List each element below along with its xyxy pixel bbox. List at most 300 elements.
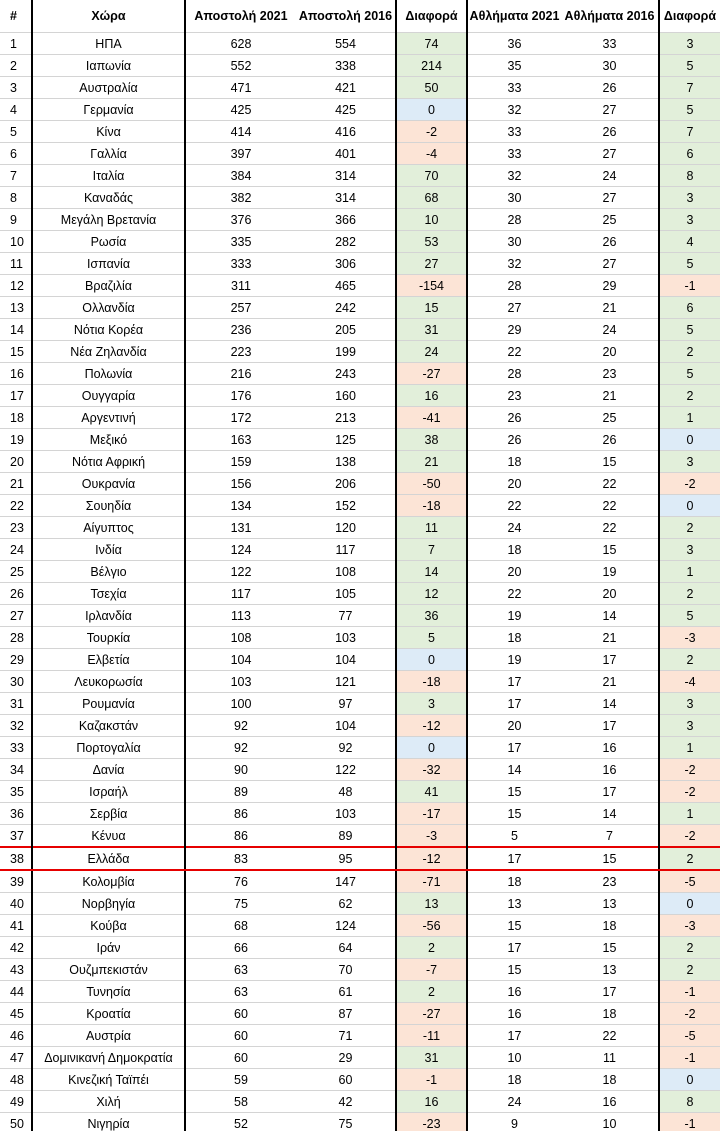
cell-team-2021: 60 bbox=[185, 1003, 296, 1025]
cell-team-diff: 214 bbox=[396, 55, 467, 77]
cell-country: Σερβία bbox=[32, 803, 185, 825]
cell-sports-2016: 30 bbox=[561, 55, 659, 77]
cell-team-2016: 152 bbox=[296, 495, 396, 517]
cell-sports-diff: 5 bbox=[659, 253, 720, 275]
cell-country: Βραζιλία bbox=[32, 275, 185, 297]
cell-team-2016: 282 bbox=[296, 231, 396, 253]
table-row bbox=[0, 1091, 720, 1113]
cell-country: Αυστρία bbox=[32, 1025, 185, 1047]
cell-country: Τουρκία bbox=[32, 627, 185, 649]
cell-sports-2021: 33 bbox=[467, 143, 561, 165]
cell-team-2021: 59 bbox=[185, 1069, 296, 1091]
cell-sports-diff: -1 bbox=[659, 981, 720, 1003]
header-country: Χώρα bbox=[32, 0, 185, 33]
table-row bbox=[0, 187, 720, 209]
cell-country: Ισπανία bbox=[32, 253, 185, 275]
cell-sports-2016: 18 bbox=[561, 915, 659, 937]
cell-team-diff: 0 bbox=[396, 737, 467, 759]
cell-team-2016: 366 bbox=[296, 209, 396, 231]
cell-team-2016: 104 bbox=[296, 649, 396, 671]
cell-team-2016: 242 bbox=[296, 297, 396, 319]
cell-country: Ουζμπεκιστάν bbox=[32, 959, 185, 981]
cell-sports-2021: 18 bbox=[467, 539, 561, 561]
table-row bbox=[0, 517, 720, 539]
cell-sports-diff: 1 bbox=[659, 737, 720, 759]
cell-team-diff: 0 bbox=[396, 649, 467, 671]
cell-sports-2016: 24 bbox=[561, 319, 659, 341]
cell-sports-diff: 3 bbox=[659, 693, 720, 715]
cell-sports-2016: 17 bbox=[561, 715, 659, 737]
table-row bbox=[0, 737, 720, 759]
cell-sports-2021: 14 bbox=[467, 759, 561, 781]
cell-rank: 5 bbox=[0, 121, 32, 143]
cell-team-2016: 199 bbox=[296, 341, 396, 363]
cell-team-2016: 147 bbox=[296, 870, 396, 893]
cell-team-2021: 384 bbox=[185, 165, 296, 187]
header-sports-2021: Αθλήματα 2021 bbox=[467, 0, 561, 33]
cell-sports-2021: 20 bbox=[467, 715, 561, 737]
table-row bbox=[0, 1113, 720, 1131]
cell-sports-2016: 27 bbox=[561, 187, 659, 209]
table-row bbox=[0, 671, 720, 693]
cell-team-2021: 176 bbox=[185, 385, 296, 407]
cell-team-2021: 159 bbox=[185, 451, 296, 473]
cell-team-2021: 92 bbox=[185, 715, 296, 737]
cell-sports-2021: 16 bbox=[467, 981, 561, 1003]
cell-rank: 24 bbox=[0, 539, 32, 561]
cell-team-2016: 60 bbox=[296, 1069, 396, 1091]
cell-sports-2016: 22 bbox=[561, 1025, 659, 1047]
table-row bbox=[0, 803, 720, 825]
cell-sports-diff: 3 bbox=[659, 33, 720, 55]
cell-rank: 32 bbox=[0, 715, 32, 737]
table-row bbox=[0, 363, 720, 385]
table-row bbox=[0, 627, 720, 649]
cell-team-2016: 95 bbox=[296, 847, 396, 870]
cell-team-diff: 31 bbox=[396, 1047, 467, 1069]
cell-sports-diff: 3 bbox=[659, 539, 720, 561]
cell-sports-diff: 5 bbox=[659, 363, 720, 385]
table-row bbox=[0, 297, 720, 319]
cell-sports-diff: 6 bbox=[659, 297, 720, 319]
cell-team-2021: 86 bbox=[185, 825, 296, 848]
cell-sports-2021: 26 bbox=[467, 407, 561, 429]
cell-country: Τυνησία bbox=[32, 981, 185, 1003]
cell-sports-2021: 23 bbox=[467, 385, 561, 407]
cell-sports-2021: 22 bbox=[467, 583, 561, 605]
cell-sports-2016: 22 bbox=[561, 473, 659, 495]
cell-team-diff: -27 bbox=[396, 363, 467, 385]
table-row bbox=[0, 143, 720, 165]
cell-sports-2021: 28 bbox=[467, 363, 561, 385]
cell-team-2016: 243 bbox=[296, 363, 396, 385]
cell-sports-2021: 20 bbox=[467, 473, 561, 495]
cell-team-diff: -1 bbox=[396, 1069, 467, 1091]
cell-team-2016: 206 bbox=[296, 473, 396, 495]
cell-team-2021: 376 bbox=[185, 209, 296, 231]
cell-team-diff: -12 bbox=[396, 847, 467, 870]
cell-rank: 18 bbox=[0, 407, 32, 429]
cell-country: Κροατία bbox=[32, 1003, 185, 1025]
cell-sports-2021: 22 bbox=[467, 341, 561, 363]
cell-country: Μεγάλη Βρετανία bbox=[32, 209, 185, 231]
table-row bbox=[0, 451, 720, 473]
cell-country: Κινεζική Ταϊπέι bbox=[32, 1069, 185, 1091]
cell-sports-2016: 29 bbox=[561, 275, 659, 297]
cell-team-diff: -23 bbox=[396, 1113, 467, 1131]
cell-sports-diff: 2 bbox=[659, 649, 720, 671]
cell-country: Γερμανία bbox=[32, 99, 185, 121]
cell-team-2021: 83 bbox=[185, 847, 296, 870]
cell-team-diff: 3 bbox=[396, 693, 467, 715]
cell-team-2021: 223 bbox=[185, 341, 296, 363]
cell-sports-2016: 18 bbox=[561, 1069, 659, 1091]
cell-team-2021: 122 bbox=[185, 561, 296, 583]
cell-team-2016: 421 bbox=[296, 77, 396, 99]
cell-rank: 42 bbox=[0, 937, 32, 959]
cell-sports-diff: 5 bbox=[659, 605, 720, 627]
cell-sports-2016: 21 bbox=[561, 671, 659, 693]
cell-sports-2016: 17 bbox=[561, 649, 659, 671]
cell-sports-2021: 32 bbox=[467, 253, 561, 275]
table-row bbox=[0, 99, 720, 121]
cell-team-2016: 125 bbox=[296, 429, 396, 451]
cell-team-2016: 103 bbox=[296, 627, 396, 649]
cell-sports-diff: 3 bbox=[659, 715, 720, 737]
cell-sports-2021: 33 bbox=[467, 121, 561, 143]
table-row bbox=[0, 715, 720, 737]
cell-sports-2021: 15 bbox=[467, 803, 561, 825]
cell-sports-2021: 24 bbox=[467, 517, 561, 539]
cell-sports-diff: -4 bbox=[659, 671, 720, 693]
cell-rank: 28 bbox=[0, 627, 32, 649]
cell-country: Νέα Ζηλανδία bbox=[32, 341, 185, 363]
cell-sports-diff: 0 bbox=[659, 1069, 720, 1091]
cell-country: Κούβα bbox=[32, 915, 185, 937]
cell-country: Νορβηγία bbox=[32, 893, 185, 915]
cell-country: Ιρλανδία bbox=[32, 605, 185, 627]
cell-rank: 31 bbox=[0, 693, 32, 715]
table-row bbox=[0, 429, 720, 451]
cell-team-diff: -2 bbox=[396, 121, 467, 143]
cell-team-2016: 87 bbox=[296, 1003, 396, 1025]
cell-team-diff: -18 bbox=[396, 671, 467, 693]
cell-rank: 16 bbox=[0, 363, 32, 385]
cell-team-2016: 465 bbox=[296, 275, 396, 297]
cell-sports-2016: 14 bbox=[561, 605, 659, 627]
table-row bbox=[0, 1069, 720, 1091]
cell-rank: 3 bbox=[0, 77, 32, 99]
cell-sports-diff: -5 bbox=[659, 870, 720, 893]
cell-team-diff: 13 bbox=[396, 893, 467, 915]
cell-team-diff: 2 bbox=[396, 937, 467, 959]
cell-sports-2021: 27 bbox=[467, 297, 561, 319]
cell-sports-2021: 18 bbox=[467, 451, 561, 473]
cell-team-2021: 628 bbox=[185, 33, 296, 55]
cell-team-2016: 121 bbox=[296, 671, 396, 693]
cell-team-diff: 68 bbox=[396, 187, 467, 209]
cell-team-2021: 68 bbox=[185, 915, 296, 937]
cell-rank: 13 bbox=[0, 297, 32, 319]
header-team-2021: Αποστολή 2021 bbox=[185, 0, 296, 33]
cell-sports-2021: 18 bbox=[467, 1069, 561, 1091]
header-sports-2016: Αθλήματα 2016 bbox=[561, 0, 659, 33]
cell-team-2021: 75 bbox=[185, 893, 296, 915]
cell-rank: 38 bbox=[0, 847, 32, 870]
cell-sports-2016: 20 bbox=[561, 583, 659, 605]
cell-team-2021: 335 bbox=[185, 231, 296, 253]
cell-rank: 1 bbox=[0, 33, 32, 55]
cell-rank: 37 bbox=[0, 825, 32, 848]
cell-team-2021: 108 bbox=[185, 627, 296, 649]
cell-country: Ιταλία bbox=[32, 165, 185, 187]
cell-sports-2016: 33 bbox=[561, 33, 659, 55]
cell-sports-diff: -2 bbox=[659, 825, 720, 848]
cell-team-diff: 38 bbox=[396, 429, 467, 451]
cell-team-diff: 31 bbox=[396, 319, 467, 341]
cell-team-2016: 108 bbox=[296, 561, 396, 583]
cell-sports-2016: 13 bbox=[561, 959, 659, 981]
cell-rank: 6 bbox=[0, 143, 32, 165]
cell-sports-2016: 15 bbox=[561, 451, 659, 473]
cell-sports-2021: 36 bbox=[467, 33, 561, 55]
cell-rank: 34 bbox=[0, 759, 32, 781]
cell-sports-2021: 29 bbox=[467, 319, 561, 341]
table-row bbox=[0, 915, 720, 937]
cell-sports-2016: 27 bbox=[561, 143, 659, 165]
cell-sports-2021: 17 bbox=[467, 937, 561, 959]
cell-country: Αίγυπτος bbox=[32, 517, 185, 539]
cell-sports-2021: 18 bbox=[467, 627, 561, 649]
cell-sports-2021: 13 bbox=[467, 893, 561, 915]
cell-sports-2021: 32 bbox=[467, 99, 561, 121]
cell-country: Ουγγαρία bbox=[32, 385, 185, 407]
cell-team-2016: 160 bbox=[296, 385, 396, 407]
cell-sports-diff: 0 bbox=[659, 429, 720, 451]
cell-team-diff: -71 bbox=[396, 870, 467, 893]
header-row bbox=[0, 0, 720, 33]
table-row bbox=[0, 649, 720, 671]
cell-team-2016: 61 bbox=[296, 981, 396, 1003]
table-row bbox=[0, 55, 720, 77]
cell-country: Αυστραλία bbox=[32, 77, 185, 99]
cell-team-2016: 314 bbox=[296, 165, 396, 187]
cell-rank: 44 bbox=[0, 981, 32, 1003]
cell-sports-diff: -3 bbox=[659, 627, 720, 649]
cell-sports-diff: 6 bbox=[659, 143, 720, 165]
cell-sports-2016: 25 bbox=[561, 407, 659, 429]
cell-country: ΗΠΑ bbox=[32, 33, 185, 55]
cell-team-2021: 156 bbox=[185, 473, 296, 495]
cell-team-diff: 53 bbox=[396, 231, 467, 253]
cell-team-2016: 103 bbox=[296, 803, 396, 825]
table-row bbox=[0, 605, 720, 627]
cell-sports-diff: -3 bbox=[659, 915, 720, 937]
cell-sports-2016: 17 bbox=[561, 781, 659, 803]
table-row bbox=[0, 825, 720, 848]
cell-sports-diff: -1 bbox=[659, 275, 720, 297]
cell-country: Νότια Κορέα bbox=[32, 319, 185, 341]
cell-team-diff: 12 bbox=[396, 583, 467, 605]
cell-team-2016: 314 bbox=[296, 187, 396, 209]
cell-sports-2021: 17 bbox=[467, 693, 561, 715]
cell-sports-2016: 16 bbox=[561, 759, 659, 781]
cell-team-diff: 2 bbox=[396, 981, 467, 1003]
header-team-2016: Αποστολή 2016 bbox=[296, 0, 396, 33]
cell-team-2016: 62 bbox=[296, 893, 396, 915]
cell-team-diff: 16 bbox=[396, 385, 467, 407]
cell-team-diff: 14 bbox=[396, 561, 467, 583]
cell-team-diff: 50 bbox=[396, 77, 467, 99]
cell-sports-2016: 27 bbox=[561, 253, 659, 275]
cell-country: Ουκρανία bbox=[32, 473, 185, 495]
cell-team-2016: 105 bbox=[296, 583, 396, 605]
cell-country: Πολωνία bbox=[32, 363, 185, 385]
cell-sports-diff: 1 bbox=[659, 407, 720, 429]
cell-team-2021: 103 bbox=[185, 671, 296, 693]
cell-sports-diff: -2 bbox=[659, 1003, 720, 1025]
cell-team-2021: 66 bbox=[185, 937, 296, 959]
cell-team-diff: 21 bbox=[396, 451, 467, 473]
cell-sports-2021: 17 bbox=[467, 847, 561, 870]
cell-rank: 23 bbox=[0, 517, 32, 539]
cell-team-2021: 104 bbox=[185, 649, 296, 671]
cell-country: Κένυα bbox=[32, 825, 185, 848]
table-row bbox=[0, 759, 720, 781]
cell-sports-2016: 24 bbox=[561, 165, 659, 187]
cell-team-diff: 24 bbox=[396, 341, 467, 363]
cell-rank: 33 bbox=[0, 737, 32, 759]
table-row bbox=[0, 1047, 720, 1069]
table-row bbox=[0, 959, 720, 981]
cell-team-2021: 471 bbox=[185, 77, 296, 99]
cell-team-2016: 306 bbox=[296, 253, 396, 275]
cell-team-2016: 70 bbox=[296, 959, 396, 981]
cell-sports-2016: 15 bbox=[561, 847, 659, 870]
cell-team-2016: 48 bbox=[296, 781, 396, 803]
cell-team-diff: 7 bbox=[396, 539, 467, 561]
cell-country: Τσεχία bbox=[32, 583, 185, 605]
cell-sports-2021: 33 bbox=[467, 77, 561, 99]
cell-sports-2021: 10 bbox=[467, 1047, 561, 1069]
cell-team-2021: 63 bbox=[185, 959, 296, 981]
cell-team-2021: 257 bbox=[185, 297, 296, 319]
cell-team-diff: 5 bbox=[396, 627, 467, 649]
cell-sports-2021: 9 bbox=[467, 1113, 561, 1131]
cell-team-2021: 397 bbox=[185, 143, 296, 165]
cell-team-2016: 138 bbox=[296, 451, 396, 473]
cell-rank: 19 bbox=[0, 429, 32, 451]
cell-team-2016: 64 bbox=[296, 937, 396, 959]
cell-sports-2021: 24 bbox=[467, 1091, 561, 1113]
cell-team-2016: 97 bbox=[296, 693, 396, 715]
cell-sports-2016: 14 bbox=[561, 693, 659, 715]
cell-sports-2016: 16 bbox=[561, 737, 659, 759]
cell-sports-2016: 16 bbox=[561, 1091, 659, 1113]
table-row bbox=[0, 1003, 720, 1025]
cell-team-2021: 382 bbox=[185, 187, 296, 209]
cell-country: Νιγηρία bbox=[32, 1113, 185, 1131]
cell-sports-2016: 10 bbox=[561, 1113, 659, 1131]
cell-sports-2021: 17 bbox=[467, 671, 561, 693]
cell-sports-2016: 13 bbox=[561, 893, 659, 915]
cell-rank: 35 bbox=[0, 781, 32, 803]
cell-sports-2016: 26 bbox=[561, 77, 659, 99]
cell-rank: 4 bbox=[0, 99, 32, 121]
cell-sports-2021: 16 bbox=[467, 1003, 561, 1025]
cell-team-2016: 205 bbox=[296, 319, 396, 341]
cell-team-2021: 63 bbox=[185, 981, 296, 1003]
cell-sports-diff: 2 bbox=[659, 517, 720, 539]
cell-sports-2016: 15 bbox=[561, 539, 659, 561]
cell-team-diff: 10 bbox=[396, 209, 467, 231]
cell-sports-2021: 17 bbox=[467, 1025, 561, 1047]
table-row bbox=[0, 77, 720, 99]
cell-team-2016: 120 bbox=[296, 517, 396, 539]
cell-rank: 7 bbox=[0, 165, 32, 187]
cell-team-2016: 554 bbox=[296, 33, 396, 55]
cell-sports-diff: 2 bbox=[659, 847, 720, 870]
cell-country: Ισραήλ bbox=[32, 781, 185, 803]
table-row bbox=[0, 847, 720, 870]
cell-country: Σουηδία bbox=[32, 495, 185, 517]
cell-sports-2021: 19 bbox=[467, 605, 561, 627]
table-row bbox=[0, 231, 720, 253]
cell-team-2021: 236 bbox=[185, 319, 296, 341]
cell-sports-2016: 21 bbox=[561, 385, 659, 407]
cell-team-2021: 58 bbox=[185, 1091, 296, 1113]
cell-rank: 26 bbox=[0, 583, 32, 605]
cell-sports-2021: 22 bbox=[467, 495, 561, 517]
cell-team-2021: 552 bbox=[185, 55, 296, 77]
cell-sports-diff: -2 bbox=[659, 781, 720, 803]
cell-team-2016: 77 bbox=[296, 605, 396, 627]
cell-sports-diff: 7 bbox=[659, 77, 720, 99]
cell-team-2021: 52 bbox=[185, 1113, 296, 1131]
cell-sports-2021: 5 bbox=[467, 825, 561, 848]
cell-sports-2016: 22 bbox=[561, 517, 659, 539]
table-row bbox=[0, 473, 720, 495]
table-row bbox=[0, 893, 720, 915]
cell-sports-2016: 18 bbox=[561, 1003, 659, 1025]
table-row bbox=[0, 539, 720, 561]
cell-sports-diff: 1 bbox=[659, 803, 720, 825]
cell-sports-2021: 20 bbox=[467, 561, 561, 583]
cell-country: Ρωσία bbox=[32, 231, 185, 253]
cell-team-diff: 41 bbox=[396, 781, 467, 803]
cell-sports-2021: 32 bbox=[467, 165, 561, 187]
cell-country: Καναδάς bbox=[32, 187, 185, 209]
cell-sports-2021: 28 bbox=[467, 275, 561, 297]
cell-team-2021: 113 bbox=[185, 605, 296, 627]
cell-rank: 8 bbox=[0, 187, 32, 209]
cell-team-2021: 163 bbox=[185, 429, 296, 451]
cell-sports-diff: 2 bbox=[659, 583, 720, 605]
cell-rank: 47 bbox=[0, 1047, 32, 1069]
cell-sports-2021: 17 bbox=[467, 737, 561, 759]
table-row bbox=[0, 1025, 720, 1047]
cell-sports-diff: 2 bbox=[659, 959, 720, 981]
table-row bbox=[0, 165, 720, 187]
cell-rank: 30 bbox=[0, 671, 32, 693]
cell-sports-diff: -5 bbox=[659, 1025, 720, 1047]
cell-team-diff: 74 bbox=[396, 33, 467, 55]
table-row bbox=[0, 319, 720, 341]
cell-sports-2016: 15 bbox=[561, 937, 659, 959]
cell-rank: 17 bbox=[0, 385, 32, 407]
cell-sports-diff: 5 bbox=[659, 99, 720, 121]
cell-team-diff: 0 bbox=[396, 99, 467, 121]
